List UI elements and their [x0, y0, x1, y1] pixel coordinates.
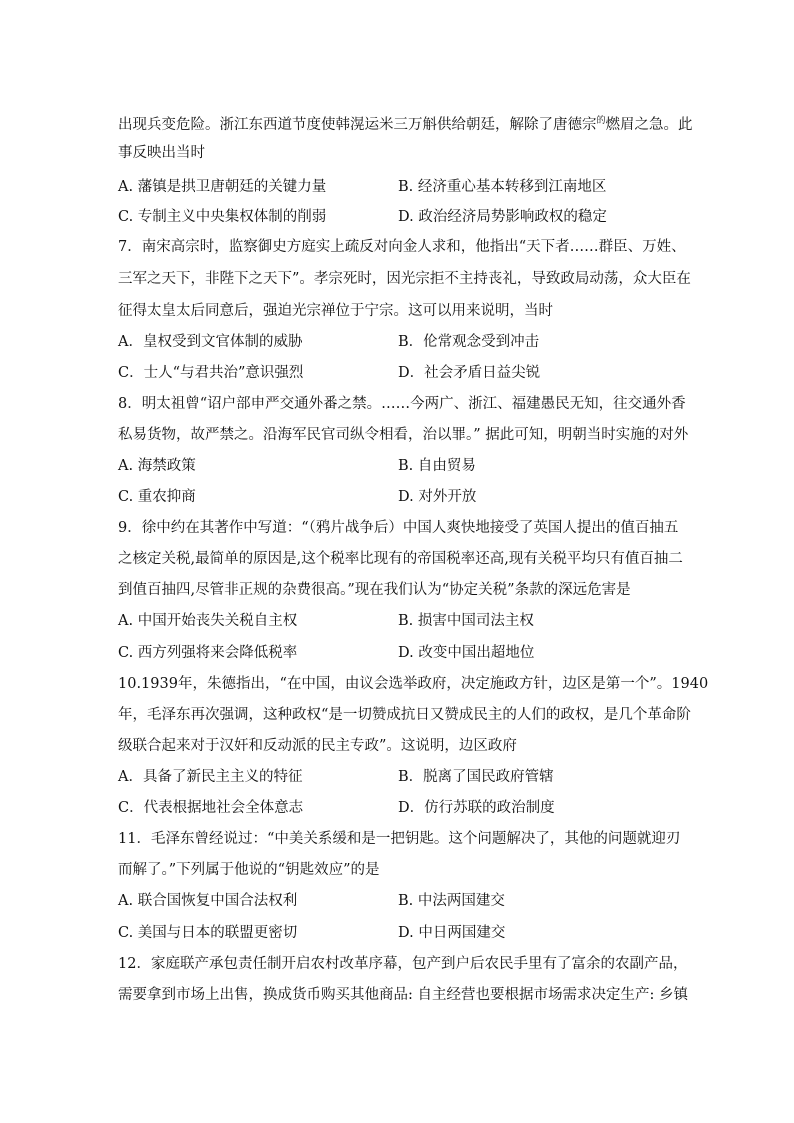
q11-option-a: A. 联合国恢复中国合法权利	[118, 893, 298, 909]
q9-option-c: C. 西方列强将来会降低税率	[118, 645, 298, 661]
q12-line-2: 需要拿到市场上出售，换成货币购买其他商品: 自主经营也要根据市场需求决定生产: 乡镇	[118, 987, 688, 1003]
q11-line-2: 而解了。”下列属于他说的“钥匙效应”的是	[118, 862, 380, 878]
q8-line-1: 8．明太祖曾“诏户部申严交通外番之禁。……今两广、浙江、福建愚民无知，往交通外香	[118, 396, 686, 412]
q10-option-b: B．脱离了国民政府管辖	[398, 769, 554, 785]
q10-option-c: C．代表根据地社会全体意志	[118, 800, 304, 816]
q8-line-2: 私易货物，故严禁之。沿海军民官司纵令相看，治以罪。” 据此可知，明朝当时实施的对外	[118, 427, 689, 443]
q10-line-2: 年，毛泽东再次强调，这种政权“是一切赞成抗日又赞成民主的人们的政权，是几个革命阶	[118, 707, 691, 723]
q6-option-d: D. 政治经济局势影响政权的稳定	[398, 209, 607, 225]
q7-option-a: A．皇权受到文官体制的威胁	[118, 334, 303, 350]
q9-line-3: 到值百抽四,尽管非正规的杂费很高。”现在我们认为“协定关税”条款的深远危害是	[118, 582, 631, 598]
q8-option-d: D. 对外开放	[398, 489, 477, 505]
q7-line-1: 7．南宋高宗时，监察御史方庭实上疏反对向金人求和，他指出“天下者……群臣、万姓、	[118, 239, 686, 255]
q10-line-3: 级联合起来对于汉奸和反动派的民主专政”。这说明，边区政府	[118, 738, 517, 754]
q9-option-d: D. 改变中国出超地位	[398, 645, 535, 661]
q11-option-b: B. 中法两国建交	[398, 893, 505, 909]
q7-option-b: B．伦常观念受到冲击	[398, 334, 540, 350]
q12-line-1: 12．家庭联产承包责任制开启农村改革序幕，包产到户后农民手里有了富余的农副产品，	[118, 956, 688, 972]
q8-option-c: C. 重农抑商	[118, 489, 196, 505]
q6-option-a: A. 藩镇是拱卫唐朝廷的关键力量	[118, 179, 327, 195]
q11-option-c: C. 美国与日本的联盟更密切	[118, 925, 298, 941]
q6-option-c: C. 专制主义中央集权体制的削弱	[118, 209, 327, 225]
q9-line-1: 9．徐中约在其著作中写道：“（鸦片战争后）中国人爽快地接受了英国人提出的值百抽五	[118, 520, 679, 536]
q7-line-2: 三军之天下，非陛下之天下”。孝宗死时，因光宗拒不主持丧礼，导致政局动荡，众大臣在	[118, 271, 691, 287]
q10-option-a: A．具备了新民主主义的特征	[118, 769, 303, 785]
q11-line-1: 11．毛泽东曾经说过：“中美关系缓和是一把钥匙。这个问题解决了，其他的问题就迎刃	[118, 831, 681, 847]
q7-option-c: C．士人“与君共治”意识强烈	[118, 365, 304, 381]
q10-line-1: 10.1939年，朱德指出，“在中国，由议会选举政府，决定施政方针，边区是第一个”。1940	[118, 676, 709, 692]
q10-option-d: D．仿行苏联的政治制度	[398, 800, 555, 816]
q11-option-d: D. 中日两国建交	[398, 925, 506, 941]
q6-option-b: B. 经济重心基本转移到江南地区	[398, 179, 607, 195]
q8-option-b: B. 自由贸易	[398, 458, 476, 474]
q9-line-2: 之核定关税,最简单的原因是,这个税率比现有的帝国税率还高,现有关税平均只有值百抽二	[118, 551, 683, 567]
q9-option-b: B. 损害中国司法主权	[398, 613, 534, 629]
q6-line-1: 出现兵变危险。浙江东西道节度使韩滉运米三万斛供给朝廷，解除了唐德宗$^的$燃眉之急。此	[118, 116, 693, 133]
q8-option-a: A. 海禁政策	[118, 458, 196, 474]
q9-option-a: A. 中国开始丧失关税自主权	[118, 613, 298, 629]
q7-option-d: D．社会矛盾日益尖锐	[398, 365, 541, 381]
q6-line-2: 事反映出当时	[118, 145, 205, 161]
q7-line-3: 征得太皇太后同意后，强迫光宗禅位于宁宗。这可以用来说明，当时	[118, 303, 553, 319]
footnote-mark: 的	[596, 116, 606, 126]
